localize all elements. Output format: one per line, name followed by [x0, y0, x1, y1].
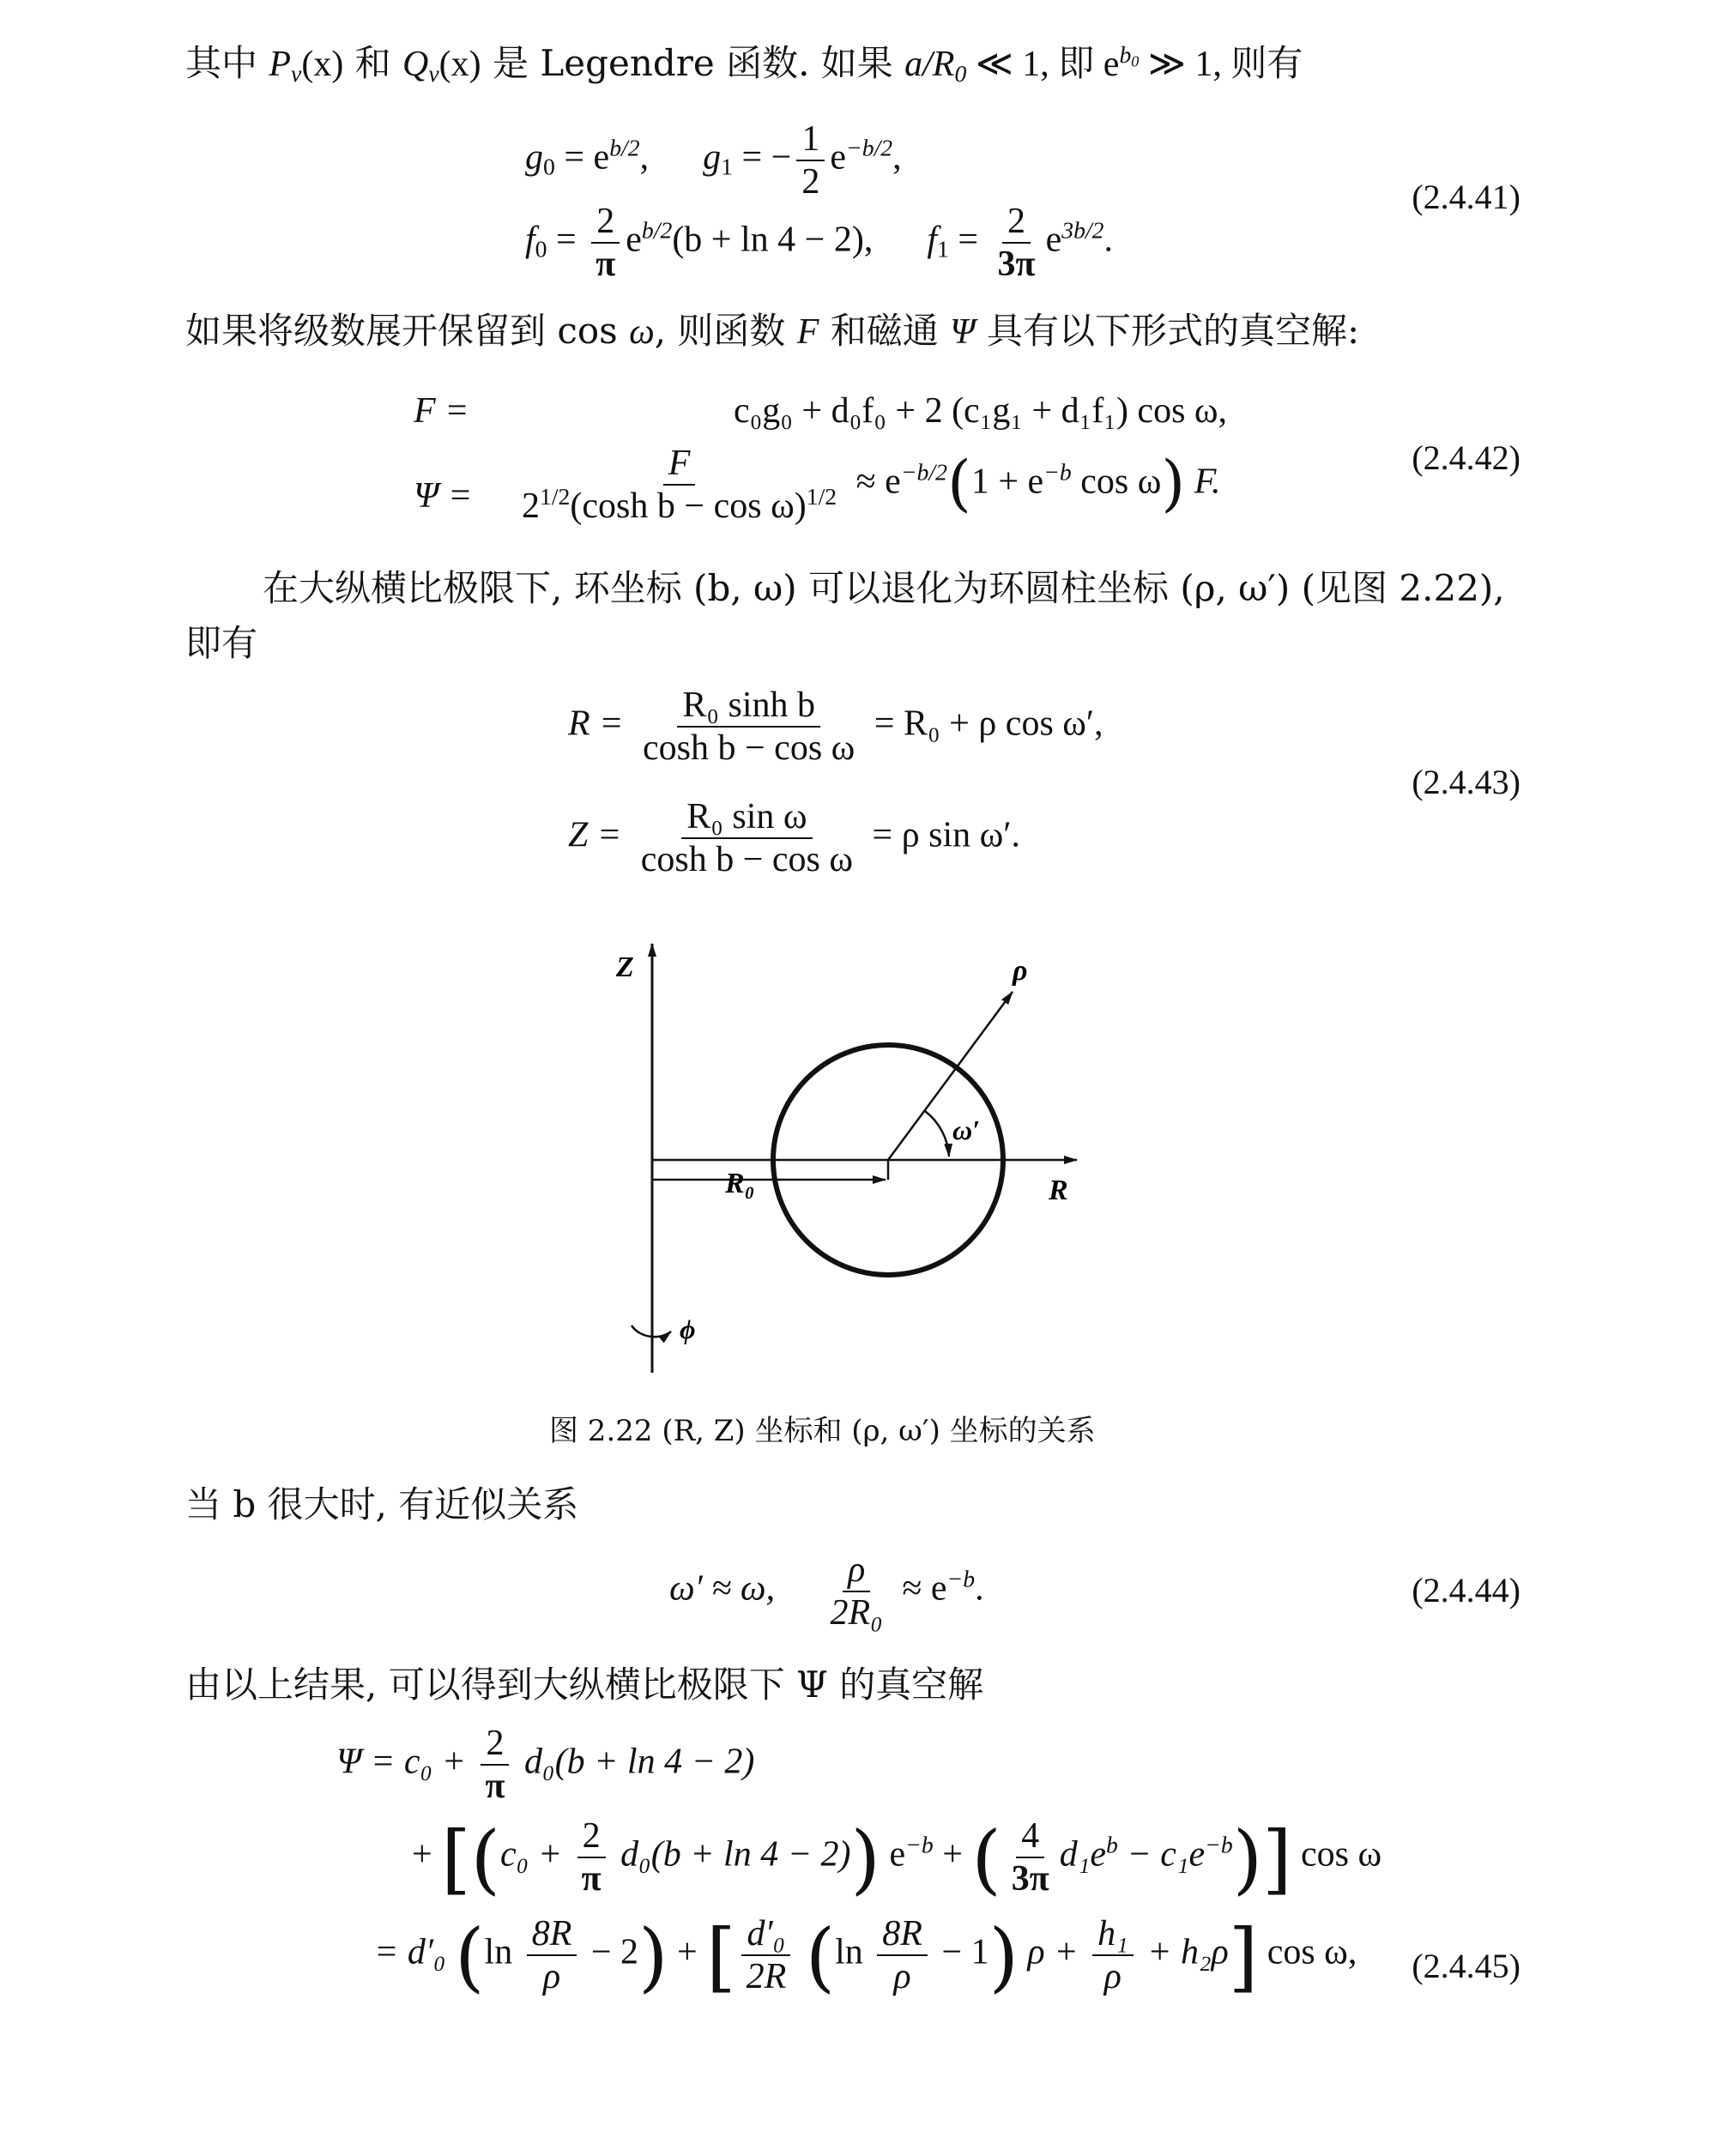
figure-caption: 图 2.22 (R, Z) 坐标和 (ρ, ω′) 坐标的关系	[549, 1414, 1096, 1448]
para-b-large: 当 b 很大时, 有近似关系	[185, 1483, 579, 1525]
eq42-Psi-rhs: $\frac{F}{2^{1/2}(\cosh b - \cos \omega)^{1/2}}$ ≈ $e^{-b/2}(1 + e^{-b}$ cos ω) F.	[522, 444, 1221, 527]
eq42-number: (2.4.42)	[1412, 438, 1520, 477]
para-expand: 如果将级数展开保留到 cos ω, 则函数 F 和磁通 Ψ 具有以下形式的真空解:	[185, 310, 1360, 352]
eq41-number: (2.4.41)	[1412, 178, 1520, 216]
rho-arrow	[888, 992, 1013, 1160]
intro-text-2: 是 Legendre 函数. 如果	[481, 42, 905, 84]
qv-symbol: $Q_v$	[402, 45, 439, 87]
eq43-Z: Z = $\frac{\text{R₀ sin ω}}{\text{cosh b − cos ω}}$ = ρ sin ω′.	[568, 797, 1021, 880]
eq43-number: (2.4.43)	[1412, 763, 1520, 801]
pv-arg: (x)	[301, 45, 344, 84]
r-axis-label: R	[1049, 1175, 1068, 1206]
cond-a-r0: $a/R_0$	[904, 45, 967, 87]
eq42-Psi-lhs: Ψ =	[414, 476, 473, 516]
eq45-number: (2.4.45)	[1412, 1947, 1520, 1985]
eq43-R: R = $\frac{\text{R₀ sinh b}}{\text{cosh b − cos ω}}$ = R₀ + ρ cos ω′,	[568, 685, 1103, 769]
omega-label: ω′	[952, 1114, 981, 1145]
eq42-F-rhs: c₀g₀ + d₀f₀ + 2 (c₁g₁ + d₁f₁) cos ω,	[734, 391, 1228, 431]
eq45-line2: + [(c₀ + $\frac{2}{\pi}$ d₀(b + ln 4 − 2)) $e^{-b}$ + ( $\frac{4}{3\pi}$ $d_1e^b - c_1e^{-b}$)] cos ω	[412, 1814, 1382, 1903]
z-axis-label: Z	[616, 951, 634, 983]
intro-text-1: 其中	[185, 42, 269, 84]
para-limit-line1: 在大纵横比极限下, 环坐标 (b, ω) 可以退化为环圆柱坐标 (ρ, ω′) (见图 2.22),	[263, 567, 1505, 609]
eq41-line2: $f_0$ = $\frac{2}{\pi}$ $e^{b/2}(b + \ln 4 - 2)$, $f_1$ = $\frac{2}{3\pi}$ $e^{3b/2}$.	[525, 202, 1113, 285]
para-result: 由以上结果, 可以得到大纵横比极限下 Ψ 的真空解	[185, 1664, 984, 1706]
eq41-line1: $g_0 = e^{b/2}$, $g_1$ = − $\frac{1}{2}$ $e^{-b/2}$,	[525, 119, 902, 202]
eq44: ω′ ≈ ω, $\frac{\rho}{\text{2R₀}}$ ≈ $e^{-b}$.	[669, 1550, 984, 1634]
rho-label: ρ	[1013, 955, 1028, 987]
eq42-F-lhs: F =	[414, 391, 469, 431]
eq45-line1: Ψ = c₀ + $\frac{2}{\pi}$ d₀(b + ln 4 − 2)	[336, 1724, 755, 1807]
qv-arg: (x)	[438, 45, 481, 84]
cond-exp: b0	[1119, 40, 1140, 70]
intro-line	[185, 41, 1303, 87]
figure-torus-coordinates	[601, 935, 1115, 1381]
pv-symbol: $P_v$	[269, 45, 302, 87]
r0-label: R₀	[725, 1168, 755, 1199]
cond-rel-1: ≪ 1, 即 e	[966, 45, 1120, 84]
eq44-number: (2.4.44)	[1412, 1571, 1520, 1609]
phi-label: ϕ	[680, 1314, 696, 1344]
omega-angle-arc	[925, 1111, 949, 1157]
cond-rel-2: ≫ 1, 则有	[1139, 45, 1303, 84]
eq45-line3: = d′₀ (ln $\frac{8R}{\rho}$ − 2) + [ $\frac{\text{d′₀}}{2R}$ (ln $\frac{8R}{\rho}$ − 1) ρ + $\frac{\text{h₁}}{\rho}$ + h₂ρ] cos ω,	[374, 1911, 1357, 2001]
intro-and: 和	[343, 42, 403, 84]
para-limit-line2: 即有	[185, 622, 258, 664]
